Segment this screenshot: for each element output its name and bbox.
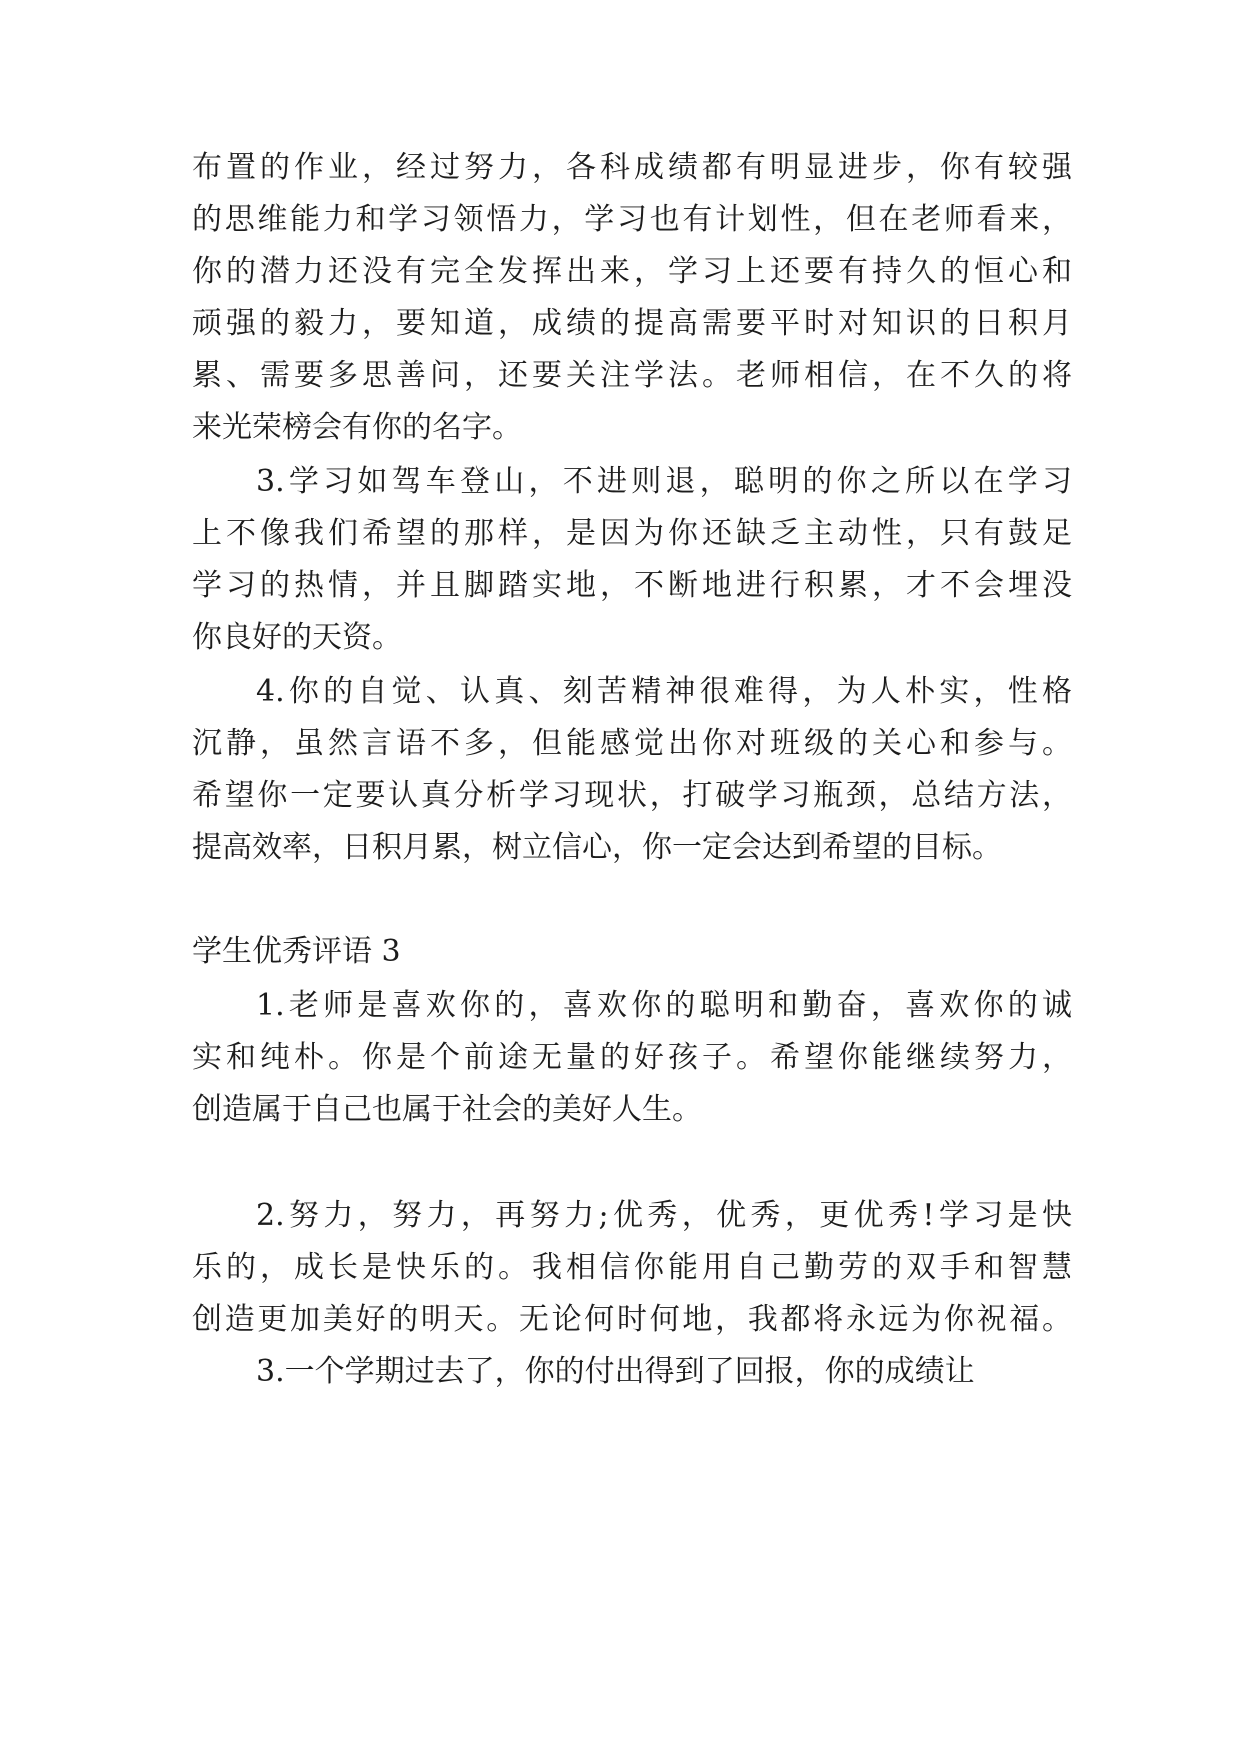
text-line: 创造更加美好的明天。无论何时何地，我都将永远为你祝福。 [192, 1302, 1072, 1337]
text-line: 顽强的毅力，要知道，成绩的提高需要平时对知识的日积月 [192, 306, 1072, 341]
text-line: 来光荣榜会有你的名字。 [192, 410, 522, 445]
text-line: 你良好的天资。 [192, 620, 402, 655]
list-item-first-line: 4.你的自觉、认真、刻苦精神很难得，为人朴实，性格 [256, 674, 1072, 709]
text-line: 提高效率，日积月累，树立信心，你一定会达到希望的目标。 [192, 830, 1002, 865]
list-item-first-line: 3.一个学期过去了，你的付出得到了回报，你的成绩让 [256, 1354, 975, 1389]
text-line: 学习的热情，并且脚踏实地，不断地进行积累，才不会埋没 [192, 568, 1072, 603]
text-line: 累、需要多思善问，还要关注学法。老师相信，在不久的将 [192, 358, 1072, 393]
text-line: 的思维能力和学习领悟力，学习也有计划性，但在老师看来， [192, 202, 1072, 237]
text-line: 希望你一定要认真分析学习现状，打破学习瓶颈，总结方法， [192, 778, 1072, 813]
text-line: 布置的作业，经过努力，各科成绩都有明显进步，你有较强 [192, 150, 1072, 185]
text-line: 你的潜力还没有完全发挥出来，学习上还要有持久的恒心和 [192, 254, 1072, 289]
list-item-first-line: 3.学习如驾车登山，不进则退，聪明的你之所以在学习 [256, 464, 1072, 499]
list-item-first-line: 1.老师是喜欢你的，喜欢你的聪明和勤奋，喜欢你的诚 [256, 988, 1072, 1023]
text-line: 实和纯朴。你是个前途无量的好孩子。希望你能继续努力， [192, 1040, 1072, 1075]
text-line: 上不像我们希望的那样，是因为你还缺乏主动性，只有鼓足 [192, 516, 1072, 551]
list-item-first-line: 2.努力，努力，再努力;优秀，优秀，更优秀!学习是快 [256, 1198, 1072, 1233]
text-line: 沉静，虽然言语不多，但能感觉出你对班级的关心和参与。 [192, 726, 1072, 761]
text-line: 乐的，成长是快乐的。我相信你能用自己勤劳的双手和智慧 [192, 1250, 1072, 1285]
text-line: 创造属于自己也属于社会的美好人生。 [192, 1092, 702, 1127]
section-heading: 学生优秀评语 3 [192, 934, 401, 969]
